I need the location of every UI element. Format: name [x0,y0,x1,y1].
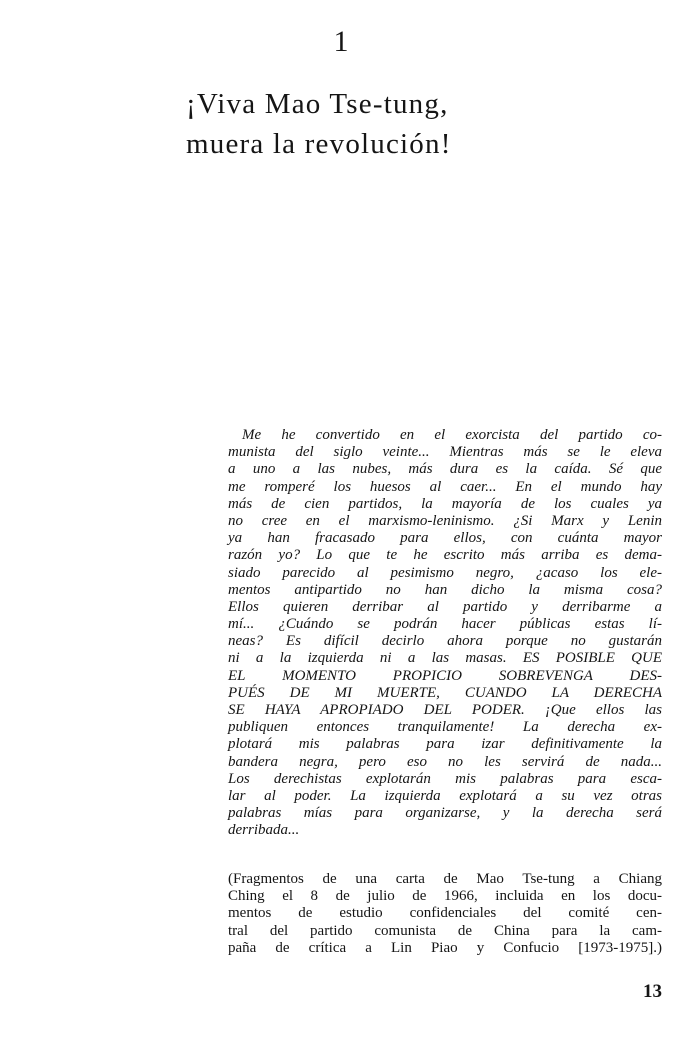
epigraph-line: mí... ¿Cuándo se podrán hacer públicas estas lí- [228,616,662,633]
epigraph-line: siado parecido al pesimismo negro, ¿acaso los ele- [228,564,662,581]
chapter-title-line: ¡Viva Mao Tse-tung, [186,88,449,120]
epigraph-line: PUÉS DE MI MUERTE, CUANDO LA DERECHA [228,684,662,701]
source-line: (Fragmentos de una carta de Mao Tse-tung a Chiang [228,871,662,887]
epigraph-line: SE HAYA APROPIADO DEL PODER. ¡Que ellos las [228,702,662,718]
epigraph-line: plotará mis palabras para izar definitivamente la [228,736,662,753]
source-line: paña de crítica a Lin Piao y Confucio [1973-1975].) [228,939,662,956]
epigraph-line: munista del siglo veinte... Mientras más se le eleva [228,444,662,461]
epigraph-line: Los derechistas explotarán mis palabras para esca- [228,770,662,787]
chapter-title-line: muera la revolución! [186,128,452,160]
epigraph-line: más de cien partidos, la mayoría de los cuales ya [228,495,662,512]
epigraph-quote [228,427,662,840]
page-number: 13 [643,981,662,1002]
epigraph-line: EL MOMENTO PROPICIO SOBREVENGA DES- [228,667,662,684]
epigraph-line: razón yo? Lo que te he escrito más arriba es dema- [228,547,662,564]
epigraph-line: publiquen entonces tranquilamente! La derecha ex- [228,719,662,736]
epigraph-line: palabras mías para organizarse, y la derecha será [228,805,662,822]
chapter-number: 1 [333,25,349,58]
epigraph-line: derribada... [228,822,300,839]
epigraph-line: me romperé los huesos al caer... En el mundo hay [228,478,662,495]
epigraph-line: neas? Es difícil decirlo ahora porque no gustarán [228,633,662,650]
source-line: Ching el 8 de julio de 1966, incluida en los docu- [228,888,662,905]
epigraph-line: a uno a las nubes, más dura es la caída. Sé que [228,461,662,478]
epigraph-line: mentos antipartido no han dicho la misma cosa? [228,581,662,598]
epigraph-line: lar al poder. La izquierda explotará a su vez otras [228,787,662,804]
epigraph-line: bandera negra, pero eso no les servirá de nada... [228,753,662,770]
chapter-title [186,84,586,164]
epigraph-line: ni a la izquierda ni a las masas. ES POSIBLE QUE [228,650,662,667]
epigraph-line: ya han fracasado para ellos, con cuánta mayor [228,530,662,547]
epigraph-line: Ellos quieren derribar al partido y derribarme a [228,598,662,615]
source-citation [228,871,662,957]
source-line: tral del partido comunista de China para la cam- [228,922,662,939]
source-line: mentos de estudio confidenciales del comité cen- [228,905,662,922]
epigraph-line: Me he convertido en el exorcista del partido co- [242,427,662,443]
epigraph-line: no cree en el marxismo-leninismo. ¿Si Marx y Lenin [228,512,662,529]
